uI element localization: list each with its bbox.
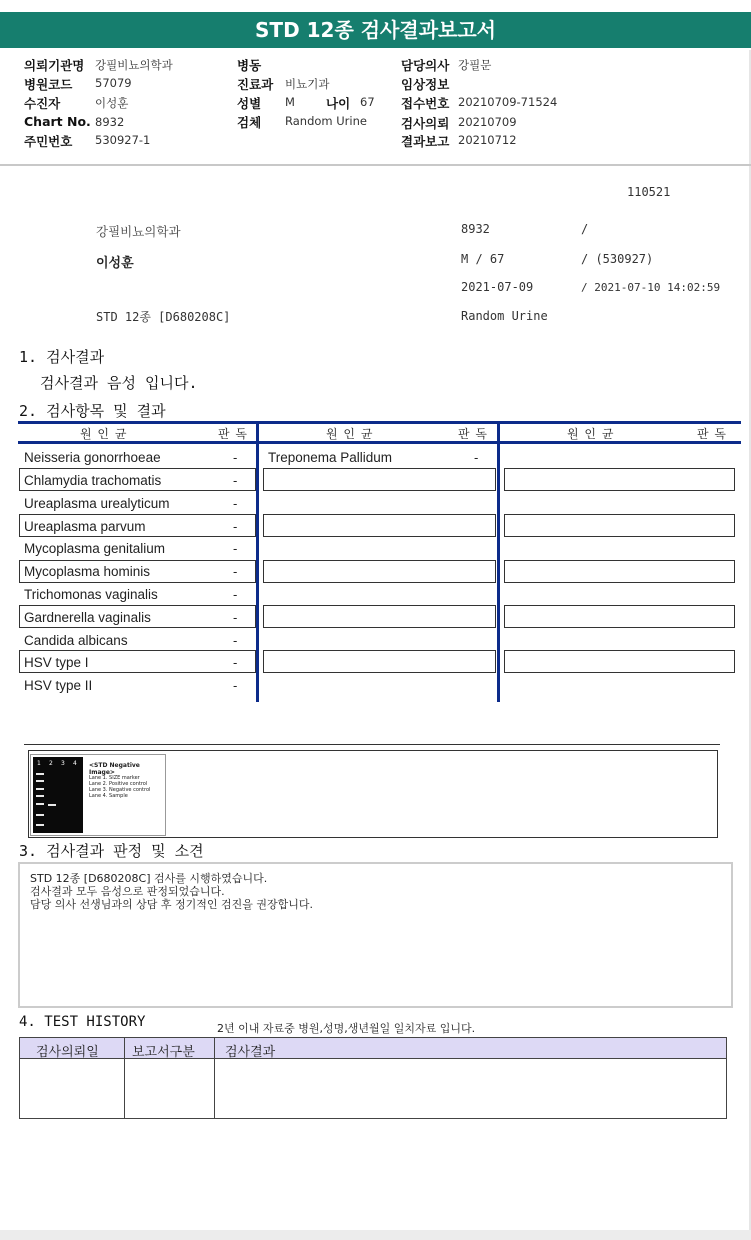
label-resident-number: 주민번호 <box>24 134 73 149</box>
label-receipt-number: 접수번호 <box>401 96 450 111</box>
gel-legend-line: Lane 4. Sample <box>89 793 128 799</box>
label-clinical-info: 임상정보 <box>401 77 450 92</box>
lane-number: 2 <box>49 760 53 767</box>
pathogen-result: - <box>233 541 238 556</box>
history-col-divider <box>214 1038 215 1058</box>
pathogen-name: Neisseria gonorrhoeae <box>24 450 161 465</box>
row-box <box>263 605 496 628</box>
report-sex-age: M / 67 <box>461 252 505 266</box>
value-doctor: 강필문 <box>458 58 492 72</box>
pathogen-name: Candida albicans <box>24 633 128 648</box>
value-specimen: Random Urine <box>285 114 367 128</box>
label-sex: 성별 <box>237 96 262 111</box>
label-hospital-code: 병원코드 <box>24 77 73 92</box>
gel-band <box>36 814 44 816</box>
label-requesting-institution: 의뢰기관명 <box>24 58 85 73</box>
section4-heading: 4. TEST HISTORY <box>19 1014 146 1030</box>
lane-number: 4 <box>73 760 77 767</box>
table-col-divider-2 <box>497 421 500 702</box>
report-title: STD 12종 검사결과보고서 <box>0 12 751 48</box>
report-code: 110521 <box>627 185 671 199</box>
label-doctor: 담당의사 <box>401 58 450 73</box>
row-box <box>504 560 735 583</box>
pathogen-result: - <box>233 564 238 579</box>
row-box <box>263 560 496 583</box>
value-hospital-code: 57079 <box>95 76 132 90</box>
history-col-divider <box>124 1059 125 1118</box>
pathogen-name: Ureaplasma urealyticum <box>24 496 170 511</box>
row-box <box>263 650 496 673</box>
pathogen-result: - <box>233 655 238 670</box>
pathogen-result: - <box>233 496 238 511</box>
value-department: 비뇨기과 <box>285 77 330 91</box>
label-ward: 병동 <box>237 58 262 73</box>
row-box <box>504 650 735 673</box>
pathogen-name: Treponema Pallidum <box>268 450 393 465</box>
pathogen-name: Chlamydia trachomatis <box>24 473 162 488</box>
gel-band <box>36 780 44 782</box>
label-age: 나이 <box>326 96 351 111</box>
footer-bar <box>0 1230 751 1240</box>
report-birth: / (530927) <box>581 252 654 266</box>
label-department: 진료과 <box>237 77 274 92</box>
pathogen-result: - <box>233 473 238 488</box>
section3-heading: 3. 검사결과 판정 및 소견 <box>19 842 204 860</box>
label-report-date: 결과보고 <box>401 134 450 149</box>
report-chart-no: 8932 <box>461 222 490 236</box>
pathogen-name: HSV type II <box>24 678 93 693</box>
gel-band <box>36 773 44 775</box>
pathogen-name: HSV type I <box>24 655 89 670</box>
label-specimen: 검체 <box>237 115 262 130</box>
history-col-report-type: 보고서구분 <box>132 1045 195 1060</box>
label-chart-no: Chart No. <box>24 114 91 129</box>
gel-lanes <box>33 757 83 833</box>
gel-band <box>36 803 44 805</box>
pathogen-result: - <box>233 519 238 534</box>
row-box <box>504 514 735 537</box>
col-header-judgment-2: 판 독 <box>458 427 488 441</box>
report-slash: / <box>581 222 589 236</box>
col-header-pathogen-1: 원 인 균 <box>80 427 128 441</box>
pathogen-name: Trichomonas vaginalis <box>24 587 158 602</box>
section1-result: 검사결과 음성 입니다. <box>40 374 198 392</box>
pathogen-result: - <box>233 678 238 693</box>
report-request-date: 2021-07-09 <box>461 280 534 294</box>
col-header-pathogen-2: 원 인 균 <box>326 427 374 441</box>
findings-box <box>18 862 733 1008</box>
pathogen-result: - <box>474 450 479 465</box>
value-requesting-institution: 강필비뇨의학과 <box>95 58 173 72</box>
row-box <box>263 514 496 537</box>
value-chart-no: 8932 <box>95 115 125 129</box>
value-resident-number: 530927-1 <box>95 133 151 147</box>
col-header-judgment-1: 판 독 <box>218 427 248 441</box>
section2-heading: 2. 검사항목 및 결과 <box>19 402 166 420</box>
gel-legend-line: Lane 3. Negative control <box>89 787 151 793</box>
lane-number: 3 <box>61 760 65 767</box>
gel-band <box>36 788 44 790</box>
history-col-result: 검사결과 <box>225 1045 276 1060</box>
gel-band <box>48 804 56 806</box>
table-top-rule <box>18 421 741 424</box>
gel-electrophoresis-image <box>30 754 166 836</box>
value-patient: 이성훈 <box>95 96 129 110</box>
section1-heading: 1. 검사결과 <box>19 348 105 366</box>
pathogen-name: Mycoplasma genitalium <box>24 541 166 556</box>
value-age: 67 <box>360 95 375 109</box>
value-report-date: 20210712 <box>458 133 517 147</box>
gel-legend-title: <STD Negative Image> <box>89 762 140 776</box>
history-note: 2년 이내 자료중 병원,성명,생년월일 일치자료 입니다. <box>217 1022 476 1035</box>
row-box <box>504 605 735 628</box>
gel-top-rule <box>24 744 720 745</box>
table-col-divider-1 <box>256 421 259 702</box>
row-box <box>263 468 496 491</box>
col-header-pathogen-3: 원 인 균 <box>567 427 615 441</box>
label-patient: 수진자 <box>24 96 61 111</box>
gel-band <box>36 795 44 797</box>
label-request-date: 검사의뢰 <box>401 116 450 131</box>
gel-legend-line: Lane 1. SIZE marker <box>89 775 140 781</box>
history-table-header <box>19 1037 727 1059</box>
header-divider <box>0 164 751 166</box>
row-box <box>504 468 735 491</box>
history-table-body <box>19 1059 727 1119</box>
history-col-request-date: 검사의뢰일 <box>36 1045 99 1060</box>
finding-line: 담당 의사 선생님과의 상담 후 정기적인 검진을 권장합니다. <box>30 898 313 911</box>
value-sex: M <box>285 95 295 109</box>
col-header-judgment-3: 판 독 <box>697 427 727 441</box>
pathogen-name: Ureaplasma parvum <box>24 519 146 534</box>
pathogen-name: Gardnerella vaginalis <box>24 610 151 625</box>
finding-line: STD 12종 [D680208C] 검사를 시행하였습니다. <box>30 872 268 885</box>
report-hospital: 강필비뇨의학과 <box>96 224 181 239</box>
report-test-name: STD 12종 [D680208C] <box>96 310 231 324</box>
value-request-date: 20210709 <box>458 115 517 129</box>
value-receipt-number: 20210709-71524 <box>458 95 558 109</box>
gel-band <box>36 824 44 826</box>
lane-number: 1 <box>37 760 41 767</box>
gel-legend-line: Lane 2. Positive control <box>89 781 148 787</box>
pathogen-result: - <box>233 633 238 648</box>
pathogen-result: - <box>233 610 238 625</box>
history-col-divider <box>214 1059 215 1118</box>
pathogen-result: - <box>233 450 238 465</box>
history-col-divider <box>124 1038 125 1058</box>
pathogen-name: Mycoplasma hominis <box>24 564 151 579</box>
report-patient-name: 이성훈 <box>96 256 134 271</box>
report-specimen: Random Urine <box>461 309 548 323</box>
pathogen-result: - <box>233 587 238 602</box>
finding-line: 검사결과 모두 음성으로 판정되었습니다. <box>30 885 225 898</box>
report-datetime: / 2021-07-10 14:02:59 <box>581 281 721 294</box>
